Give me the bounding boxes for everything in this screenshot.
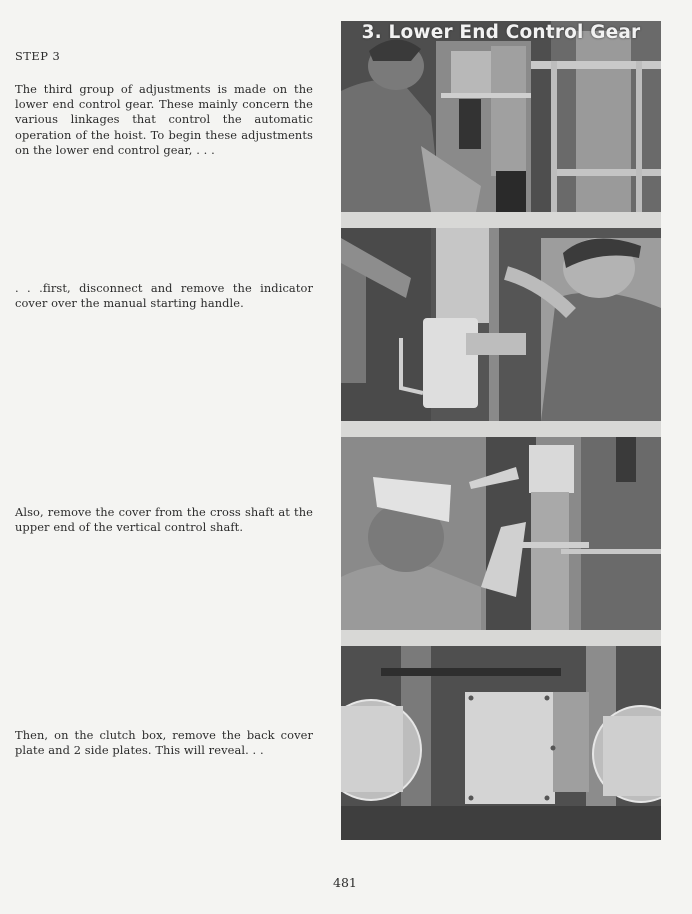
- page-number: 481: [333, 875, 357, 890]
- photo-3-illustration: [341, 437, 661, 630]
- photo-clutch-box: [341, 646, 661, 840]
- paragraph-indicator-cover: . . .first, disconnect and remove the indicator cover over the manual starting handle.: [15, 281, 313, 311]
- paragraph-clutch-box: Then, on the clutch box, remove the back cover plate and 2 side plates. This will reveal. . .: [15, 728, 313, 758]
- photo-4-illustration: [341, 646, 661, 840]
- paragraph-cross-shaft: Also, remove the cover from the cross shaft at the upper end of the vertical control shaft.: [15, 505, 313, 535]
- photo-2-illustration: [341, 228, 661, 421]
- photo-1-illustration: [341, 21, 661, 212]
- photo-cross-shaft-cover: [341, 437, 661, 630]
- section-title: 3. Lower End Control Gear: [361, 22, 641, 43]
- photo-lower-end-control-gear: [341, 21, 661, 212]
- photo-indicator-cover: [341, 228, 661, 421]
- photo-divider: [341, 421, 661, 437]
- photo-divider: [341, 212, 661, 228]
- step-heading: STEP 3: [15, 49, 61, 63]
- paragraph-intro: The third group of adjustments is made on the lower end control gear. These mainly concern the various linkages that control the automatic operation of the hoist. To begin these adjustments on the lower end control gear, . . .: [15, 82, 313, 157]
- photo-divider: [341, 630, 661, 646]
